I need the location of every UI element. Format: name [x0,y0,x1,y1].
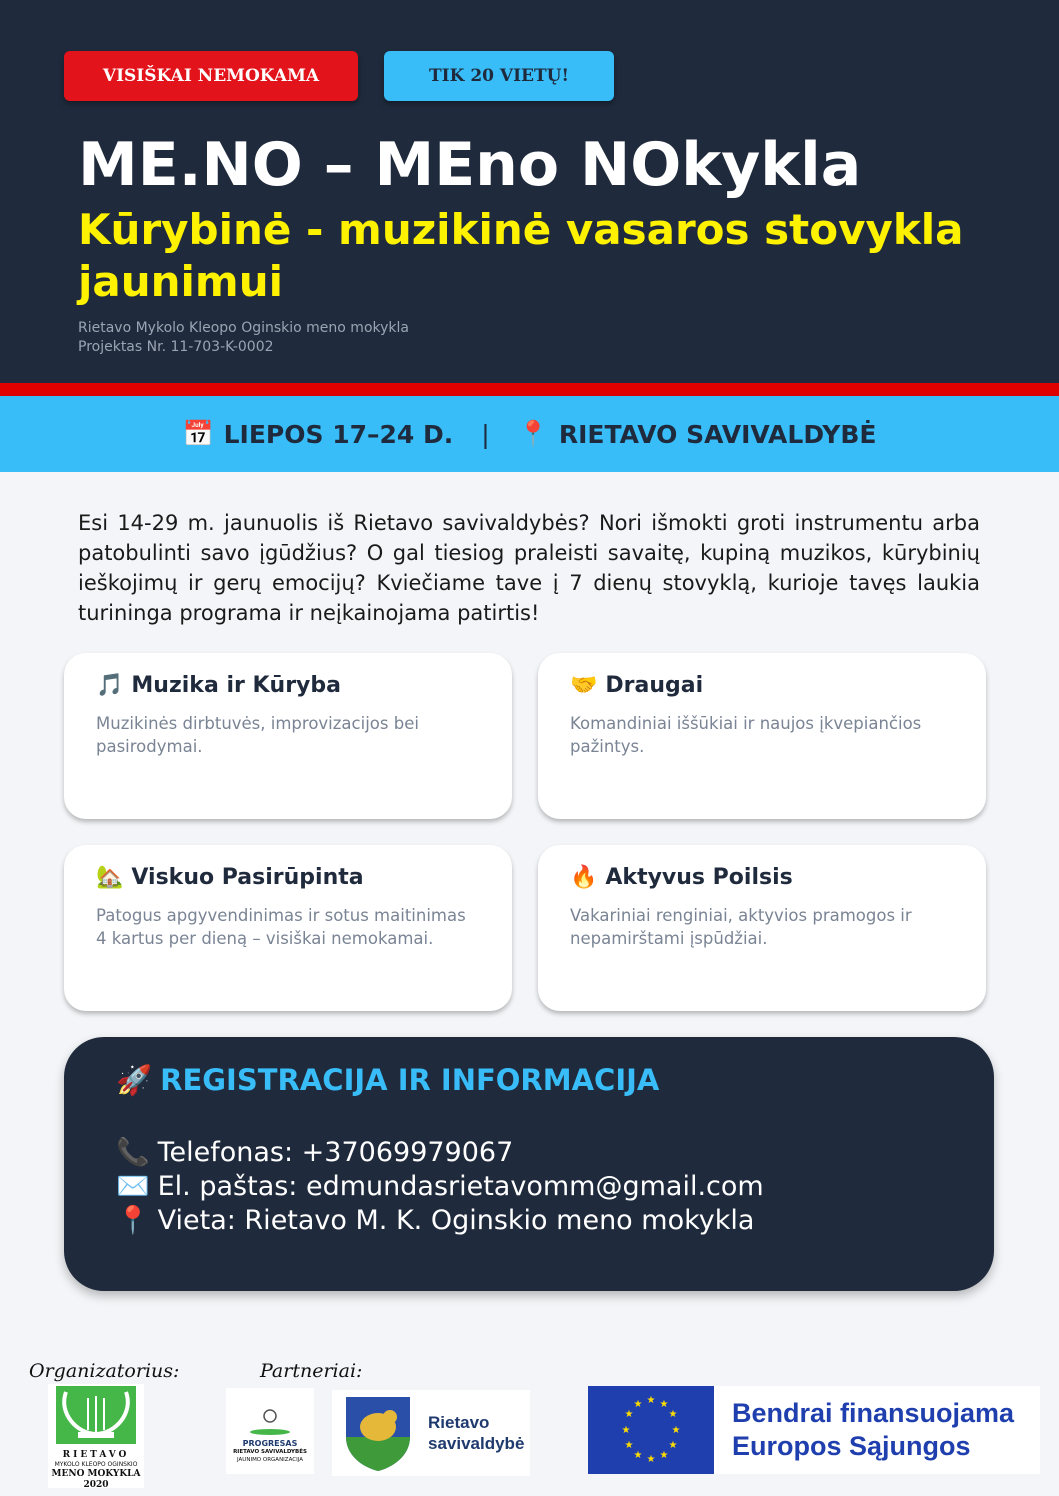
feature-text: Patogus apgyvendinimas ir sotus maitinimas 4 kartus per dieną – visiškai nemokamai. [96,906,466,948]
lyre-emblem-icon [48,1384,144,1446]
registration-title: REGISTRACIJA IR INFORMACIJA [160,1063,660,1097]
progresas-line2: JAUNIMO ORGANIZACIJA [237,1457,303,1463]
envelope-icon: ✉️ [116,1171,150,1202]
rocket-icon: 🚀 [116,1063,153,1097]
municipality-name-line2: savivaldybė [428,1434,525,1453]
place-line [116,1204,942,1238]
feature-title: Viskuo Pasirūpinta [131,865,364,890]
page-subtitle: Kūrybinė - muzikinė vasaros stovykla jaunimui [78,205,964,306]
fire-icon: 🔥 [570,865,598,890]
school-logo-line1: RIETAVO [62,1450,130,1460]
page-title: ME.NO – MEno NOkykla [78,130,862,200]
svg-text:★: ★ [659,1450,669,1461]
feature-card-care [64,845,512,1011]
phone-text: Telefonas: +37069979067 [157,1137,514,1168]
phone-line [116,1136,942,1170]
calendar-icon: 📅 [182,419,214,448]
feature-text: Komandiniai iššūkiai ir naujos įkvepiančios pažintys. [570,714,922,756]
eu-funding-logo [588,1386,1040,1474]
location-pin-icon: 📍 [517,419,549,448]
seats-badge: TIK 20 VIETŲ! [384,51,614,101]
eu-text-line1: Bendrai finansuojama [732,1398,1015,1428]
event-date: LIEPOS 17–24 D. [223,419,454,449]
place-text: Vieta: Rietavo M. K. Oginskio meno mokykla [157,1205,755,1236]
eu-text-line2: Europos Sąjungos [732,1431,971,1461]
intro-paragraph: Esi 14-29 m. jaunuolis iš Rietavo savivaldybės? Nori išmokti groti instrumentu arba patobulinti savo įgūdžius? O gal tiesiog praleisti savaitę, kupiną muzikos, kūrybinių ieškojimų ir gerų emocijų? Kviečiame tave į 7 dienų stovyklą, kurioje tavęs laukia turininga programa ir neįkainojama patirtis! [78,511,980,625]
music-note-icon: 🎵 [96,673,124,698]
svg-text:★: ★ [646,1395,656,1406]
red-divider [0,383,1059,396]
eu-flag-icon [588,1386,714,1474]
school-logo-line4: 2020 [83,1480,109,1490]
feature-card-music [64,653,512,819]
organization-name: Rietavo Mykolo Kleopo Oginskio meno mokykla [78,320,409,336]
svg-text:★: ★ [659,1399,669,1410]
handshake-icon: 🤝 [570,673,598,698]
email-line [116,1170,942,1204]
band-separator: | [481,419,490,449]
progresas-emblem-icon [226,1406,314,1436]
progresas-name: PROGRESAS [242,1439,298,1448]
coat-of-arms-icon [342,1393,414,1473]
progresas-line1: RIETAVO SAVIVALDYBĖS [233,1449,307,1455]
svg-text:★: ★ [646,1454,656,1465]
svg-text:★: ★ [624,1440,634,1451]
feature-title: Draugai [605,673,704,698]
feature-card-friends [538,653,986,819]
free-badge: VISIŠKAI NEMOKAMA [64,51,358,101]
feature-title: Aktyvus Poilsis [605,865,793,890]
svg-text:★: ★ [671,1425,681,1436]
phone-icon: 📞 [116,1137,150,1168]
svg-text:★: ★ [633,1399,643,1410]
school-logo-line2: MYKOLO KLEOPO OGINSKIO [54,1461,138,1468]
project-number: Projektas Nr. 11-703-K-0002 [78,339,274,355]
registration-panel [64,1037,994,1291]
svg-text:★: ★ [668,1440,678,1451]
svg-text:★: ★ [668,1409,678,1420]
school-logo-line3: MENO MOKYKLA [51,1469,141,1479]
date-location-band [0,396,1059,472]
location-pin-icon: 📍 [116,1205,150,1236]
municipality-logo [332,1390,530,1476]
feature-text: Vakariniai renginiai, aktyvios pramogos ir nepamirštami įspūdžiai. [570,906,912,948]
svg-text:★: ★ [624,1409,634,1420]
feature-title: Muzika ir Kūryba [131,673,341,698]
organizer-label: Organizatorius: [29,1360,180,1382]
feature-card-active [538,845,986,1011]
event-location: RIETAVO SAVIVALDYBĖ [558,419,877,449]
house-icon: 🏡 [96,865,124,890]
svg-text:★: ★ [633,1450,643,1461]
progresas-logo [226,1388,314,1474]
email-text: El. paštas: edmundasrietavomm@gmail.com [157,1171,764,1202]
svg-text:★: ★ [621,1425,631,1436]
feature-text: Muzikinės dirbtuvės, improvizacijos bei pasirodymai. [96,714,419,756]
partners-label: Partneriai: [260,1360,363,1382]
municipality-name-line1: Rietavo [428,1413,490,1432]
school-logo [48,1384,144,1488]
